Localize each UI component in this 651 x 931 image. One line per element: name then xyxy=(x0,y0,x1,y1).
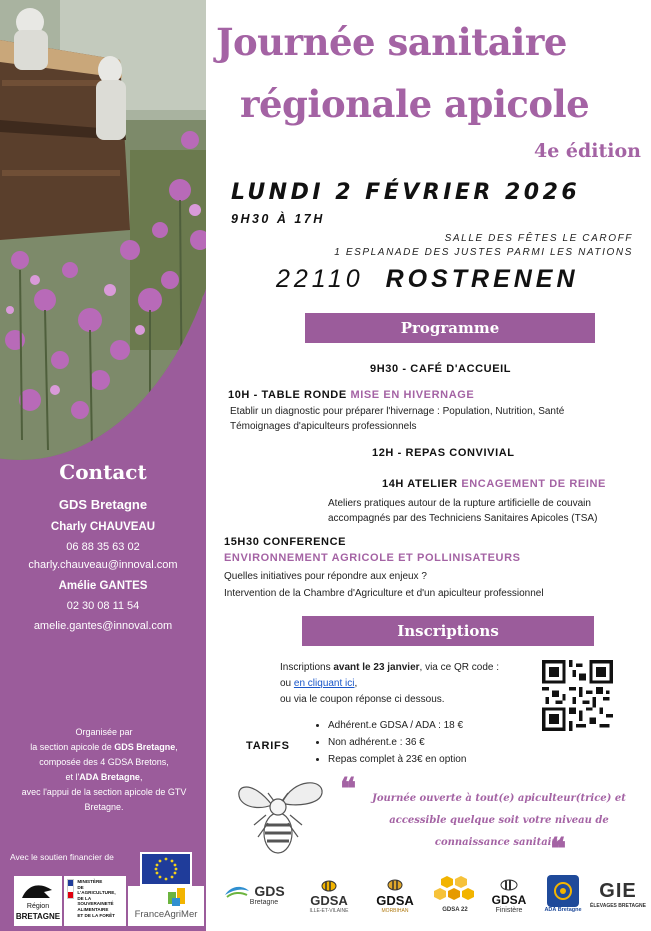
venue-name: SALLE DES FÊTES LE CAROFF xyxy=(444,233,633,244)
bee-icon xyxy=(317,875,341,893)
contact-org: GDS Bretagne xyxy=(58,497,148,512)
tarif-non-member: • Non adhérent.e : 36 € xyxy=(328,734,466,751)
beehive-photo xyxy=(0,0,206,460)
quote-close-mark: ❝ xyxy=(550,832,567,867)
inscriptions-line-1: Inscriptions avant le 23 janvier, via ce QR code : xyxy=(280,662,500,673)
registration-link[interactable]: en cliquant ici xyxy=(293,678,355,689)
ministry-line-2: DE L'AGRICULTURE, xyxy=(77,884,116,896)
ministry-line-5: ET DE LA FORÊT xyxy=(77,912,115,918)
franceagrimer-logo xyxy=(128,886,204,926)
ministry-line-3: DE LA SOUVERAINETÉ xyxy=(77,895,114,907)
contact-person-1: Charly CHAUVEAU xyxy=(50,521,156,533)
support-label: Avec le soutien financier de xyxy=(10,852,114,862)
honeycomb-icon xyxy=(433,875,477,907)
organiser-line-4: et l'ADA Bretagne, xyxy=(65,772,143,782)
organiser-line-3: composée des 4 GDSA Bretons, xyxy=(39,757,169,767)
franceagrimer-label: FranceAgriMer xyxy=(134,909,198,920)
organiser-line-5: avec l'appui de la section apicole de GTV xyxy=(21,787,187,797)
gdsa-56-logo: GDSA MORBIHAN xyxy=(366,866,424,922)
quote-open-mark: ❝ xyxy=(340,772,357,807)
contact-sidebar xyxy=(0,0,206,931)
inscriptions-line-3: ou via le coupon réponse ci dessous. xyxy=(280,694,445,705)
schedule-item-conference: 15H30 CONFERENCE xyxy=(224,536,347,548)
contact-email-2[interactable]: amelie.gantes@innoval.com xyxy=(33,620,173,632)
organiser-line-2: la section apicole de GDS Bretagne, xyxy=(30,742,178,752)
programme-heading: Programme xyxy=(305,313,595,343)
tarif-member: • Adhérent.e GDSA / ADA : 18 € xyxy=(328,717,466,734)
bee-icon xyxy=(383,875,407,893)
contact-phone-2: 02 30 08 11 54 xyxy=(66,600,140,612)
event-date: LUNDI 2 FÉVRIER 2026 xyxy=(231,180,581,205)
bretagne-label: BRETAGNE xyxy=(15,912,61,921)
ministry-line-4: ALIMENTAIRE xyxy=(77,906,109,912)
conference-topic: ENVIRONNEMENT AGRICOLE ET POLLINISATEURS xyxy=(224,552,521,564)
region-bretagne-logo xyxy=(14,876,62,926)
quote-text: Journée ouverte à tout(e) apiculteur(trice) et accessible quelque soit votre niveau de connaissance sanitaire xyxy=(372,793,626,848)
inscriptions-line-2: ou en cliquant ici, xyxy=(280,678,358,689)
ada-emblem-icon xyxy=(552,880,574,902)
edition-label: 4e édition xyxy=(534,140,641,162)
schedule-item-workshop: 14H ATELIER ENCAGEMENT DE REINE xyxy=(382,478,606,490)
postcode: 22110 xyxy=(276,265,364,293)
tarif-meal: • Repas complet à 23€ en option xyxy=(328,751,466,768)
gdsa-29-logo: GDSA Finistère xyxy=(484,866,534,922)
ministry-line-1: MINISTÈRE xyxy=(77,879,103,884)
event-hours: 9H30 À 17H xyxy=(231,212,325,226)
contact-title: Contact xyxy=(59,460,147,484)
round-table-description: Etablir un diagnostic pour préparer l'hivernage : Population, Nutrition, Santé Témoignages d'apiculteurs professionnels xyxy=(230,406,565,432)
title-line-1: Journée sanitaire xyxy=(216,20,567,64)
event-details xyxy=(214,0,651,931)
inscriptions-heading: Inscriptions xyxy=(302,616,594,646)
title-line-2: régionale apicole xyxy=(240,82,590,126)
registration-qr-code[interactable] xyxy=(542,660,613,731)
schedule-item-round-table: 10H - TABLE RONDE MISE EN HIVERNAGE xyxy=(228,389,475,401)
gds-bretagne-logo: GDS Bretagne xyxy=(218,866,290,922)
inscriptions-text xyxy=(280,660,499,708)
organiser-line-1: Organisée par xyxy=(75,727,133,737)
venue-address: 1 ESPLANADE DES JUSTES PARMI LES NATIONS xyxy=(334,247,633,258)
bee-icon xyxy=(496,875,522,893)
city-name: ROSTRENEN xyxy=(385,265,579,293)
ministry-logo xyxy=(64,876,126,926)
gdsa-35-logo: GDSA ILLE-ET-VILAINE xyxy=(298,866,360,922)
schedule-item-coffee: 9H30 - CAFÉ D'ACCUEIL xyxy=(370,363,512,375)
eu-flag-logo xyxy=(140,852,192,886)
event-city xyxy=(276,265,579,294)
contact-person-2: Amélie GANTES xyxy=(58,580,148,592)
partner-logos xyxy=(214,866,651,922)
bee-illustration xyxy=(232,775,332,857)
tarifs-list xyxy=(314,717,466,768)
tarifs-label: TARIFS xyxy=(246,740,290,752)
ada-bretagne-logo: ADA Bretagne xyxy=(538,866,588,922)
schedule-item-lunch: 12H - REPAS CONVIVIAL xyxy=(372,447,515,459)
gdsa-22-logo: GDSA 22 xyxy=(428,866,482,922)
gie-elevages-logo: GIE ÉLEVAGES BRETAGNE xyxy=(590,879,646,909)
contact-email-1[interactable]: charly.chauveau@innoval.com xyxy=(28,559,178,571)
conference-description: Quelles initiatives pour répondre aux enjeux ? Intervention de la Chambre d'Agriculture et d'un apiculteur professionnel xyxy=(224,571,544,599)
region-label: Région xyxy=(26,903,50,910)
apiary-illustration xyxy=(0,0,206,460)
gds-swoosh-icon xyxy=(223,883,251,899)
workshop-description: Ateliers pratiques autour de la rupture artificielle de couvain accompagnés par des Techniciens Sanitaires Apicoles (TSA) xyxy=(328,498,598,524)
contact-phone-1: 06 88 35 63 02 xyxy=(66,541,140,553)
organiser-line-6: Bretagne. xyxy=(84,802,124,812)
organiser-text xyxy=(4,725,204,815)
